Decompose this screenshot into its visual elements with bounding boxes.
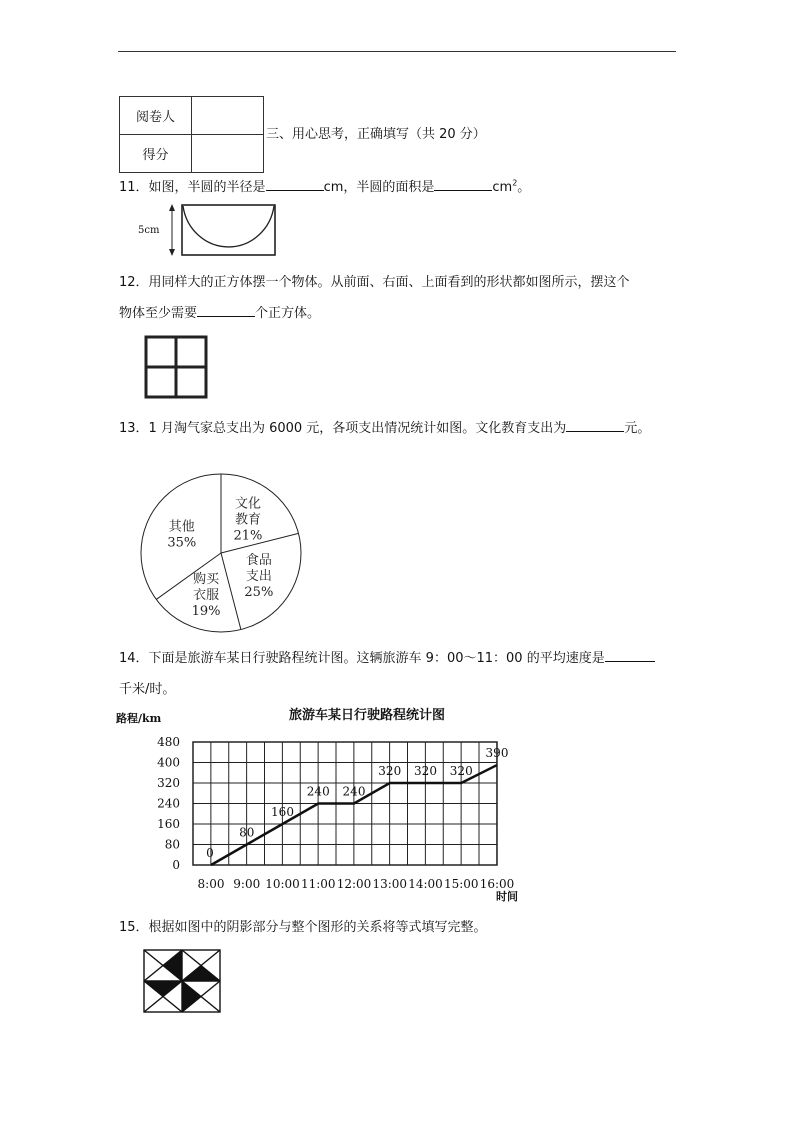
question-15 — [119, 916, 487, 935]
pie-slice-percent: 35% — [167, 535, 197, 551]
pie-slice-percent: 25% — [244, 585, 274, 601]
pie-slice-label: 购买 — [193, 571, 220, 587]
data-label: 240 — [306, 784, 330, 799]
question-text: 用同样大的正方体摆一个物体。从前面、右面、上面看到的形状都如图所示，摆这个 — [148, 275, 630, 290]
score-cell[interactable] — [192, 135, 264, 173]
unit-exponent: 2 — [512, 178, 518, 188]
pie-slice-label: 食品 — [245, 553, 272, 569]
question-13 — [119, 417, 650, 436]
data-label: 320 — [378, 764, 402, 778]
x-tick-label: 13:00 — [372, 877, 408, 891]
x-tick-label: 8:00 — [197, 877, 225, 891]
question-text: 个正方体。 — [255, 306, 321, 321]
line-chart — [110, 700, 530, 910]
shaded-triangles-figure — [142, 948, 222, 1014]
header-rule — [118, 51, 676, 52]
question-14-line2: 千米/时。 — [119, 682, 176, 697]
pie-slice-label: 衣服 — [193, 587, 220, 603]
data-label: 240 — [342, 784, 366, 799]
question-text: 。 — [517, 180, 531, 195]
answer-blank-cubes[interactable] — [197, 304, 255, 317]
answer-blank-radius[interactable] — [266, 178, 324, 191]
question-number: 13． — [119, 421, 149, 436]
answer-blank-speed[interactable] — [605, 649, 655, 662]
question-14 — [119, 647, 655, 666]
pie-slice-label: 其他 — [168, 519, 195, 535]
y-tick-label: 80 — [164, 837, 180, 852]
question-number: 12． — [119, 275, 149, 290]
pie-slice-percent: 19% — [191, 603, 221, 619]
data-label: 80 — [239, 825, 255, 840]
chart-title: 旅游车某日行驶路程统计图 — [288, 708, 446, 723]
square-grid-figure — [144, 335, 210, 401]
question-12 — [119, 271, 630, 290]
grader-cell[interactable] — [192, 97, 264, 135]
question-number: 11． — [119, 180, 149, 195]
question-text: cm，半圆的面积是 — [323, 180, 435, 195]
data-label: 0 — [206, 846, 214, 860]
question-11 — [119, 176, 530, 195]
y-tick-label: 400 — [157, 755, 180, 770]
score-table — [119, 96, 264, 173]
question-12-line2 — [119, 302, 320, 321]
question-text: 1 月淘气家总支出为 6000 元，各项支出情况统计如图。文化教育支出为 — [148, 421, 567, 436]
figure-label: 5cm — [138, 225, 160, 236]
pie-slice-label: 教育 — [234, 512, 261, 528]
pie-slice-boundary — [221, 553, 241, 630]
x-tick-label: 11:00 — [300, 877, 336, 891]
unit: cm — [492, 180, 513, 195]
question-text: 如图，半圆的半径是 — [148, 180, 266, 195]
data-label: 390 — [485, 746, 509, 761]
section-title: 三、用心思考，正确填写（共 20 分） — [266, 127, 486, 142]
answer-blank-education[interactable] — [566, 419, 624, 432]
x-tick-label: 14:00 — [408, 877, 443, 891]
grader-label: 阅卷人 — [120, 97, 192, 135]
pie-slice-label: 支出 — [245, 569, 272, 585]
y-axis-label: 路程/km — [116, 712, 162, 725]
question-number: 15． — [119, 920, 149, 935]
x-tick-label: 12:00 — [336, 877, 372, 891]
x-tick-label: 15:00 — [443, 877, 479, 891]
answer-blank-area[interactable] — [434, 178, 492, 191]
question-text: 元。 — [624, 421, 651, 436]
semicircle-figure — [160, 200, 290, 260]
y-tick-label: 480 — [157, 735, 180, 749]
x-axis-label: 时间 — [496, 890, 518, 903]
question-text: 下面是旅游车某日行驶路程统计图。这辆旅游车 9：00～11：00 的平均速度是 — [148, 651, 605, 666]
data-label: 320 — [449, 764, 473, 778]
x-tick-label: 9:00 — [233, 877, 261, 891]
pie-chart — [130, 465, 310, 640]
score-label: 得分 — [120, 135, 192, 173]
data-label: 320 — [414, 764, 437, 778]
x-tick-label: 16:00 — [479, 877, 515, 891]
pie-slice-percent: 21% — [233, 528, 263, 544]
question-number: 14． — [119, 651, 149, 666]
y-tick-label: 320 — [157, 776, 180, 790]
question-text: 根据如图中的阴影部分与整个图形的关系将等式填写完整。 — [148, 920, 487, 935]
question-text: 物体至少需要 — [119, 306, 198, 321]
y-tick-label: 240 — [157, 796, 180, 811]
data-label: 160 — [271, 805, 294, 819]
pie-slice-label: 文化 — [234, 496, 261, 512]
y-tick-label: 160 — [157, 817, 180, 831]
y-tick-label: 0 — [172, 858, 180, 872]
x-tick-label: 10:00 — [265, 877, 300, 891]
